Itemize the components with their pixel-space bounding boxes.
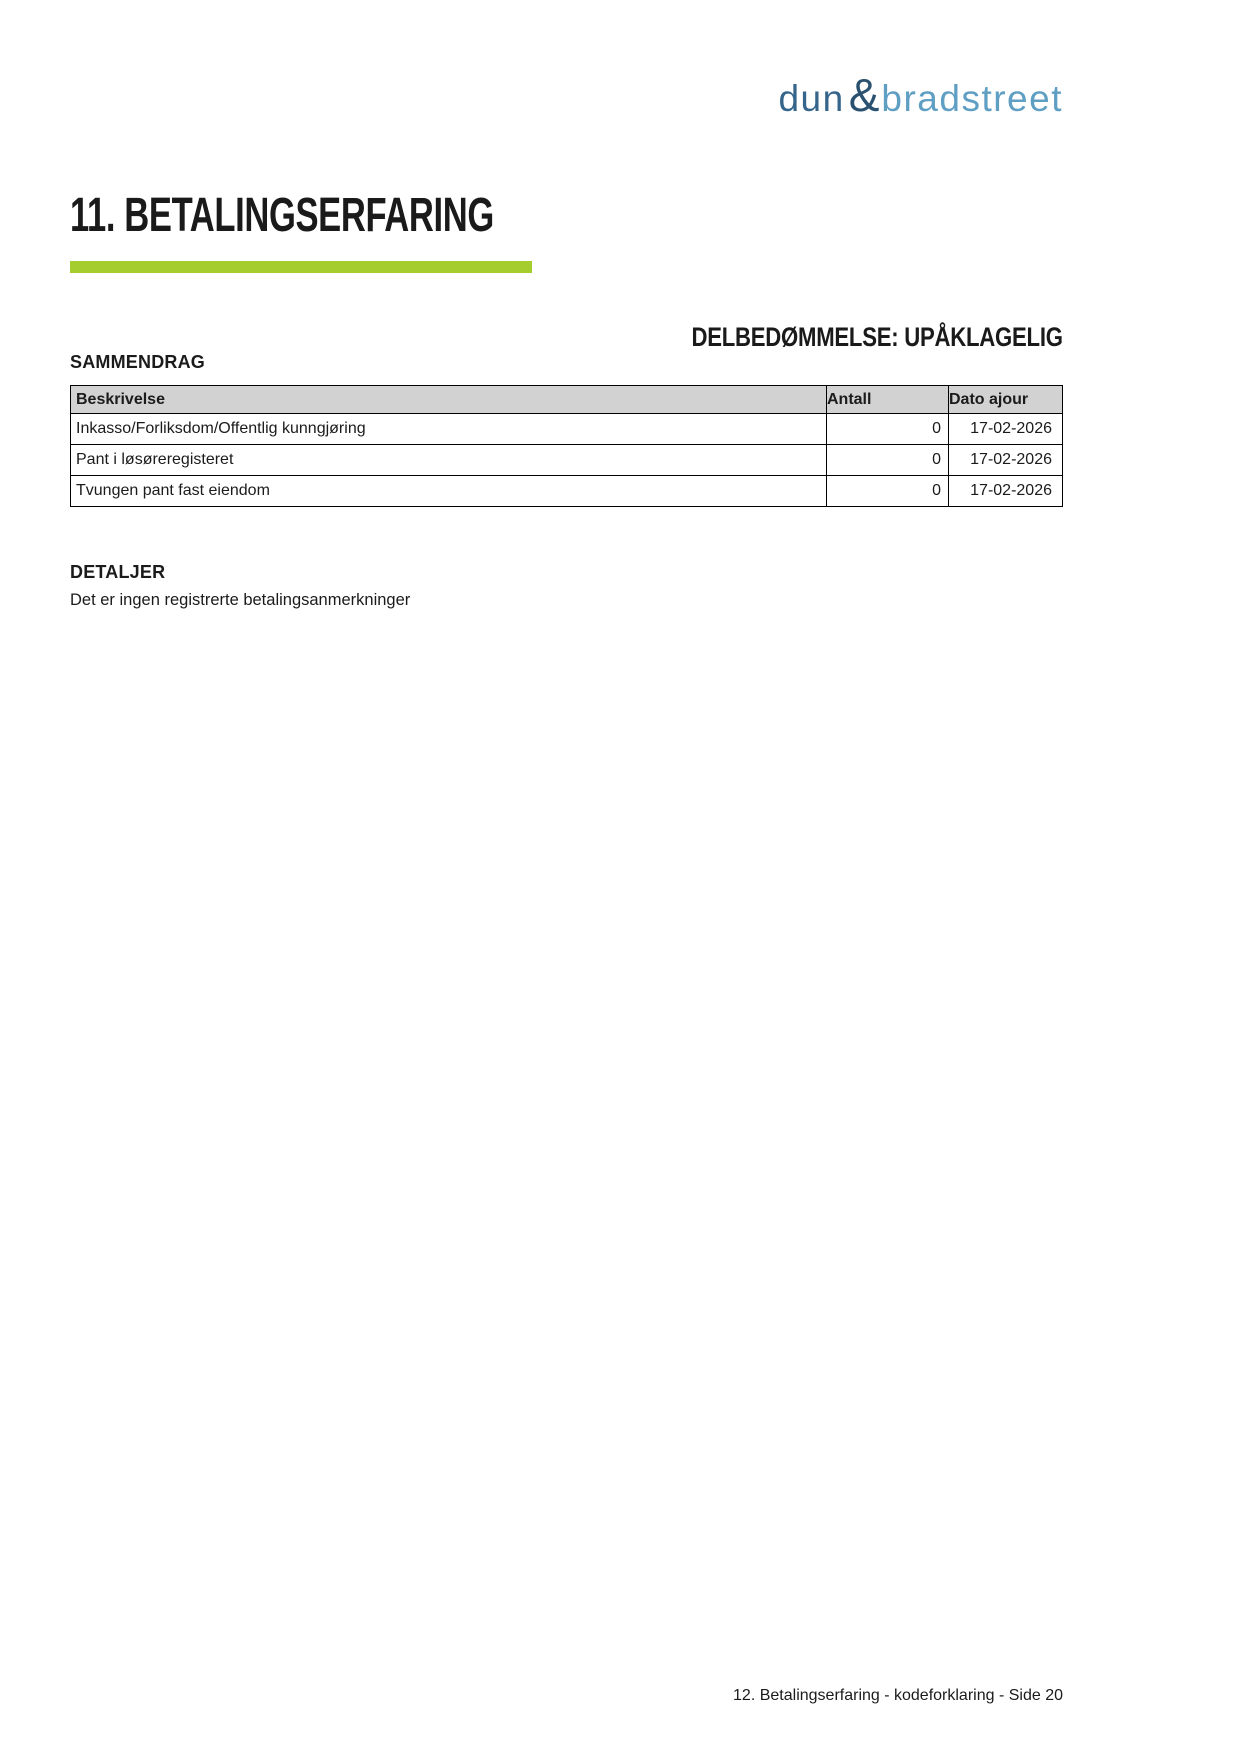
- logo-ampersand-icon: &: [848, 69, 880, 121]
- cell-dato-ajour: 17-02-2026: [949, 445, 1063, 476]
- table-row: [71, 445, 1063, 476]
- page-title-text: 11. BETALINGSERFARING: [70, 189, 494, 242]
- column-header-dato-ajour: Dato ajour: [949, 386, 1063, 414]
- column-header-beskrivelse: Beskrivelse: [71, 386, 827, 414]
- accent-underline-bar: [70, 261, 532, 273]
- assessment-line: [610, 322, 1063, 353]
- summary-table-head: [71, 386, 1063, 414]
- table-row: [71, 476, 1063, 507]
- page-title: [70, 189, 659, 242]
- summary-table-body: [71, 414, 1063, 507]
- summary-table-header-row: [71, 386, 1063, 414]
- summary-heading: SAMMENDRAG: [70, 352, 205, 372]
- dun-bradstreet-logo: [778, 69, 1063, 121]
- logo-text-bradstreet: bradstreet: [881, 78, 1063, 119]
- details-text: Det er ingen registrerte betalingsanmerkninger: [70, 591, 411, 609]
- cell-beskrivelse: Pant i løsøreregisteret: [71, 445, 827, 476]
- details-heading: DETALJER: [70, 562, 166, 582]
- cell-antall: 0: [827, 445, 949, 476]
- assessment-text: DELBEDØMMELSE: UPÅKLAGELIG: [691, 322, 1063, 352]
- column-header-antall: Antall: [827, 386, 949, 414]
- cell-antall: 0: [827, 414, 949, 445]
- cell-beskrivelse: Tvungen pant fast eiendom: [71, 476, 827, 507]
- summary-table: [70, 385, 1063, 507]
- cell-beskrivelse: Inkasso/Forliksdom/Offentlig kunngjøring: [71, 414, 827, 445]
- page-footer: 12. Betalingserfaring - kodeforklaring - Side 20: [733, 1687, 1063, 1704]
- cell-dato-ajour: 17-02-2026: [949, 476, 1063, 507]
- cell-dato-ajour: 17-02-2026: [949, 414, 1063, 445]
- logo-text-dun: dun: [778, 78, 845, 119]
- cell-antall: 0: [827, 476, 949, 507]
- table-row: [71, 414, 1063, 445]
